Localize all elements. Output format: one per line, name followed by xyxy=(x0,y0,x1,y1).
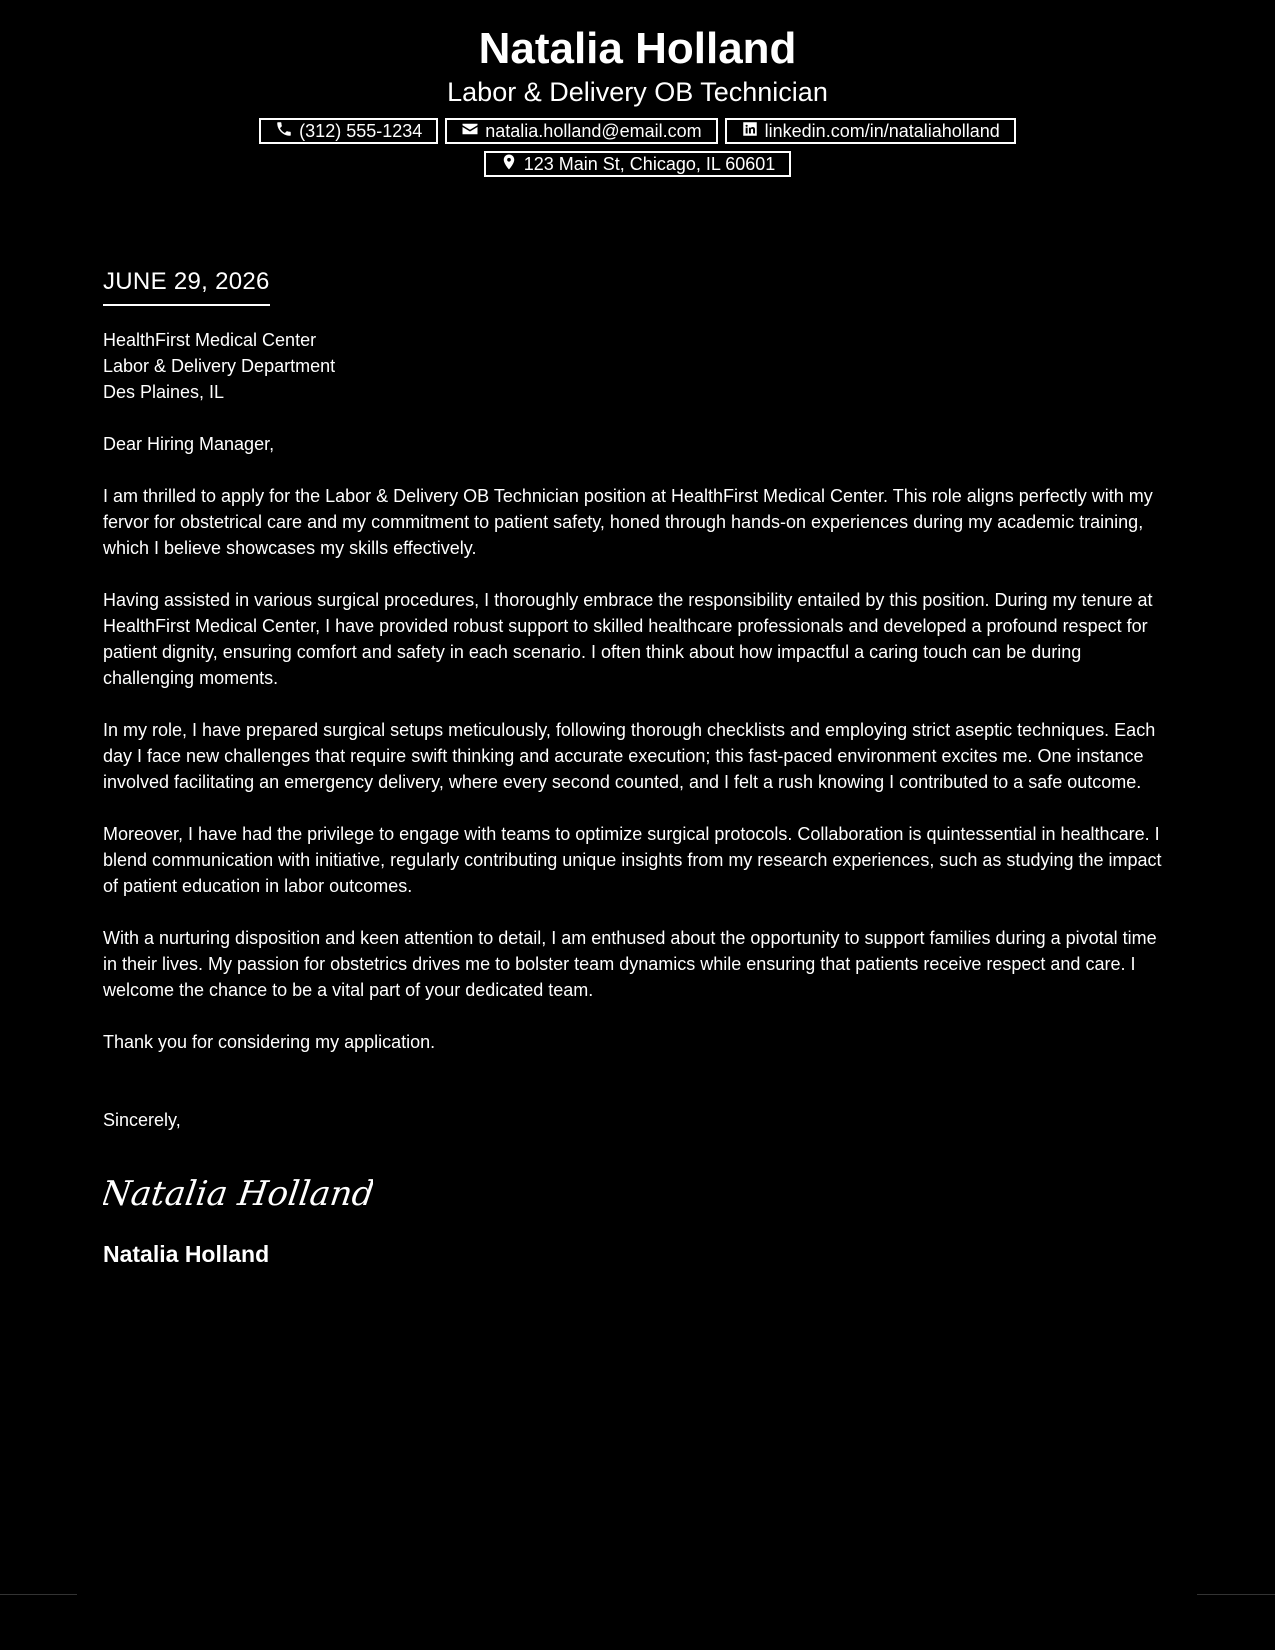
recipient-department: Labor & Delivery Department xyxy=(103,356,336,376)
applicant-name: Natalia Holland xyxy=(478,24,797,73)
map-marker-icon xyxy=(500,153,518,176)
address-text: 123 Main St, Chicago, IL 60601 xyxy=(523,153,776,174)
signer-name: Natalia Holland xyxy=(103,1241,270,1267)
address-contact[interactable] xyxy=(484,151,792,177)
letter-paragraph: With a nurturing disposition and keen attention to detail, I am enthused about the opportunity to support families during a pivotal time in their lives. My passion for obstetrics drives me to bolster team dynamics while ensuring that patients receive respect and care. I welcome the chance to be a vital part of your dedicated team. xyxy=(103,928,1157,1000)
letter-closing: Sincerely, xyxy=(103,1110,181,1130)
email-contact[interactable] xyxy=(445,118,717,144)
recipient-location: Des Plaines, IL xyxy=(103,382,225,402)
letter-paragraph: I am thrilled to apply for the Labor & Delivery OB Technician position at HealthFirst Medical Center. This role aligns perfectly with my fervor for obstetrical care and my commitment to patient safety, honed through hands-on experiences during my academic training, which I believe showcases my skills effectively. xyxy=(103,486,1153,558)
footer-divider-left xyxy=(0,1594,77,1595)
linkedin-text: linkedin.com/in/nataliaholland xyxy=(764,120,1000,141)
linkedin-icon xyxy=(741,120,759,143)
letter-paragraph: Thank you for considering my application. xyxy=(103,1032,436,1052)
linkedin-contact[interactable] xyxy=(725,118,1016,144)
letter-paragraph: In my role, I have prepared surgical setups meticulously, following thorough checklists and employing strict aseptic techniques. Each day I face new challenges that require swift thinking and accurate execution; this fast-paced environment excites me. One instance involved facilitating an emergency delivery, where every second counted, and I felt a rush knowing I contributed to a safe outcome. xyxy=(103,720,1156,792)
signature-text: Natalia Holland xyxy=(103,1174,373,1214)
footer-divider-right xyxy=(1197,1594,1275,1595)
handwritten-signature xyxy=(103,1169,1173,1217)
phone-contact[interactable] xyxy=(259,118,438,144)
email-text: natalia.holland@email.com xyxy=(485,120,702,141)
letter-paragraph: Having assisted in various surgical procedures, I thoroughly embrace the responsibility entailed by this position. During my tenure at HealthFirst Medical Center, I have provided robust support to skilled healthcare professionals and developed a profound respect for patient dignity, ensuring comfort and safety in each scenario. I often think about how impactful a caring touch can be during challenging moments. xyxy=(103,590,1153,688)
phone-icon xyxy=(275,120,293,143)
recipient-organization: HealthFirst Medical Center xyxy=(103,330,317,350)
resume-header xyxy=(0,22,1275,177)
address-row xyxy=(0,151,1275,177)
envelope-icon xyxy=(461,120,479,143)
letter-date: JUNE 29, 2026 xyxy=(103,264,270,306)
salutation: Dear Hiring Manager, xyxy=(103,434,275,454)
applicant-title: Labor & Delivery OB Technician xyxy=(447,77,828,107)
recipient-block xyxy=(103,327,1173,405)
contact-row xyxy=(0,118,1275,144)
phone-text: (312) 555-1234 xyxy=(299,120,423,141)
letter-paragraph: Moreover, I have had the privilege to engage with teams to optimize surgical protocols. Collaboration is quintessential in healthcare. I blend communication with initiative, regularly contributing unique insights from my research experiences, such as studying the impact of patient education in labor outcomes. xyxy=(103,824,1162,896)
cover-letter-body xyxy=(103,264,1173,1267)
